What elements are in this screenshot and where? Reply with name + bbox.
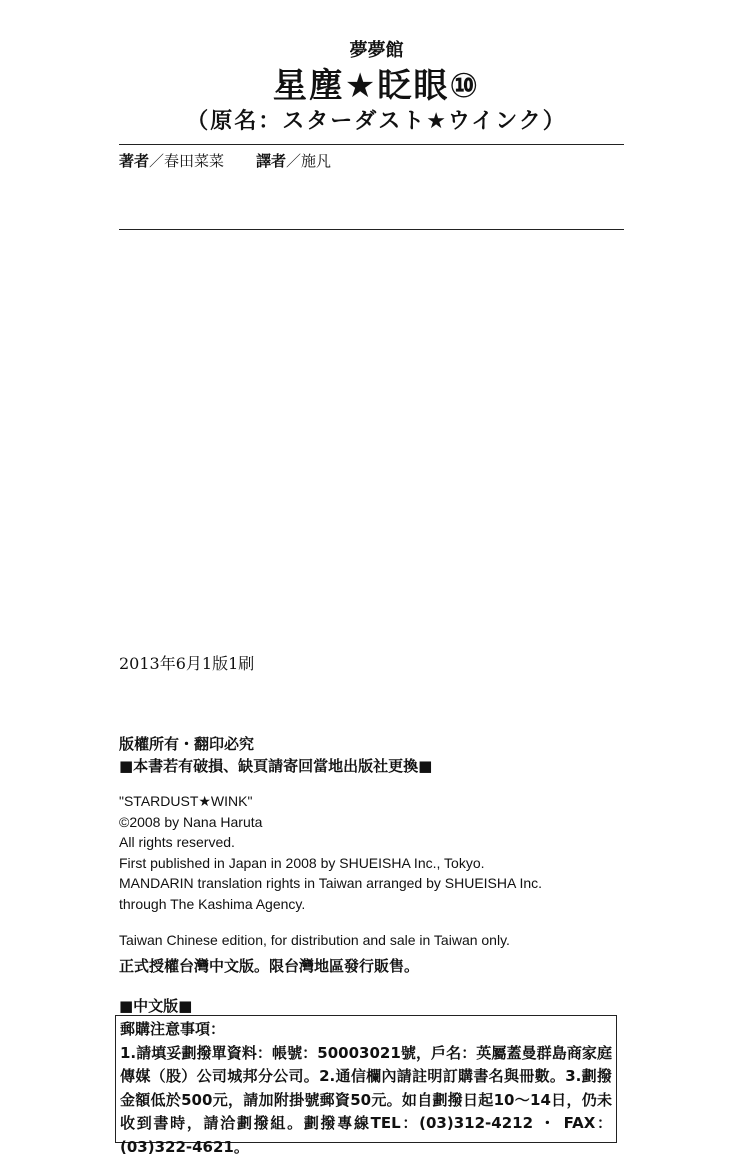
book-title: 星塵★眨眼⑩ [272,66,481,106]
mail-order-notice-box [115,1015,617,1156]
distribution-note: Taiwan Chinese edition, for distribution and sale in Taiwan only. [119,932,510,948]
chinese-edition-header: ■中文版■ [119,997,193,1015]
english-line: All rights reserved. [119,834,235,850]
credits-line [119,150,331,171]
english-line: "STARDUST★WINK" [119,793,253,809]
english-line: through The Kashima Agency. [119,895,306,912]
author-name: ／春田菜菜 [149,152,225,170]
top-divider [119,144,624,145]
author-label: 著者 [119,152,150,170]
bottom-divider [119,229,624,230]
rights-block [119,733,432,777]
edition-line: 2013年6月1版1刷 [119,654,255,673]
english-line: ©2008 by Nana Haruta [119,813,263,830]
notice-title: 郵購注意事項： [120,1020,226,1038]
translator-name: ／施凡 [286,152,332,170]
english-line: First published in Japan in 2008 by SHUEISHA Inc., Tokyo. [119,854,485,871]
english-line: MANDARIN translation rights in Taiwan arranged by SHUEISHA Inc. [119,875,543,891]
official-license-note: 正式授權台灣中文版。限台灣地區發行販售。 [119,957,420,975]
series-name: 夢夢館 [349,40,404,61]
translator-label: 譯者 [256,152,287,170]
english-copyright [119,791,542,914]
notice-body: 1.請填妥劃撥單資料：帳號：50003021號，戶名：英屬蓋曼群島商家庭傳媒（股）公司城邦分公司。2.通信欄內請註明訂購書名與冊數。3.劃撥金額低於500元，請加附掛號郵資50元。如自劃撥日起10～14日，仍未收到書時，請洽劃撥組。劃撥專線TEL：(03)312-4212 ・ FAX：(03)322-4621。 [120,1043,612,1156]
original-title: （原名：スターダスト★ウインク） [186,109,567,134]
rights-reserved: 版權所有・翻印必究 [119,735,255,753]
damage-notice: ■本書若有破損、缺頁請寄回當地出版社更換■ [119,757,433,775]
